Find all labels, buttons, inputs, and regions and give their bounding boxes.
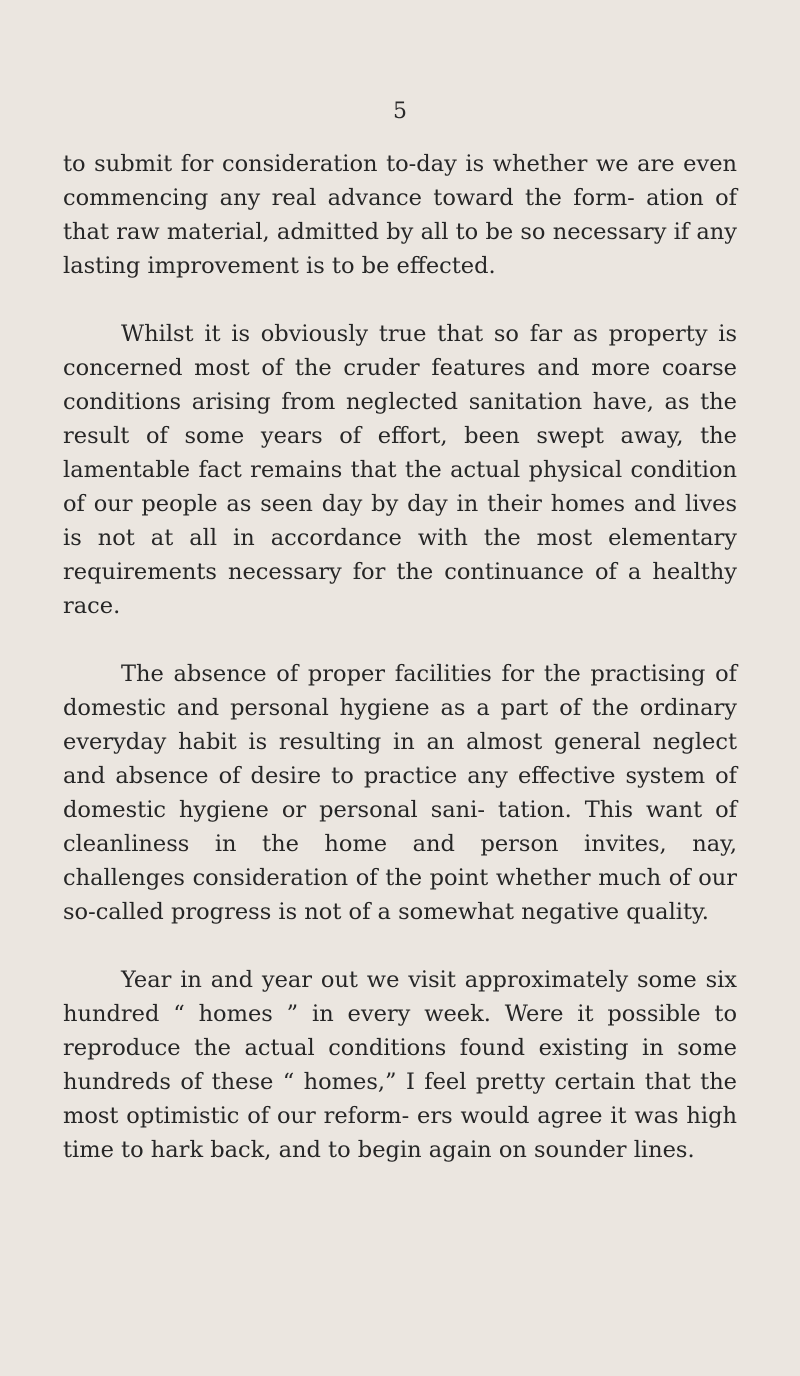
paragraph-2: Whilst it is obviously true that so far as property is concerned most of the cruder features and more coarse conditions arising from neglected sanitation have, as the result of some years of effort, been swept away, the lamentable fact remains that the actual physical condition of our people as seen day by day in their homes and lives is not at all in accordance with the most elementary requirements necessary for the continuance of a healthy race. (63, 321, 737, 619)
page-number: 5 (393, 99, 407, 124)
paragraph-1: to submit for consideration to-day is whether we are even commencing any real advance toward the form- ation of that raw material, admitted by all to be so necessary if any lasting improvement is to be effected. (63, 151, 737, 279)
paragraph-4: Year in and year out we visit approximately some six hundred “ homes ” in every week. Were it possible to reproduce the actual conditions found existing in some hundreds of these “ homes,” I feel pretty certain that the most optimistic of our reform- ers would agree it was high time to hark back, and to begin again on sounder lines. (63, 967, 737, 1163)
paragraph-3: The absence of proper facilities for the practising of domestic and personal hygiene as a part of the ordinary everyday habit is resulting in an almost general neglect and absence of desire to practice any effective system of domestic hygiene or personal sani- tation. This want of cleanliness in the home and person invites, nay, challenges consideration of the point whether much of our so-called progress is not of a somewhat negative quality. (63, 661, 737, 925)
body-text (63, 147, 737, 1201)
